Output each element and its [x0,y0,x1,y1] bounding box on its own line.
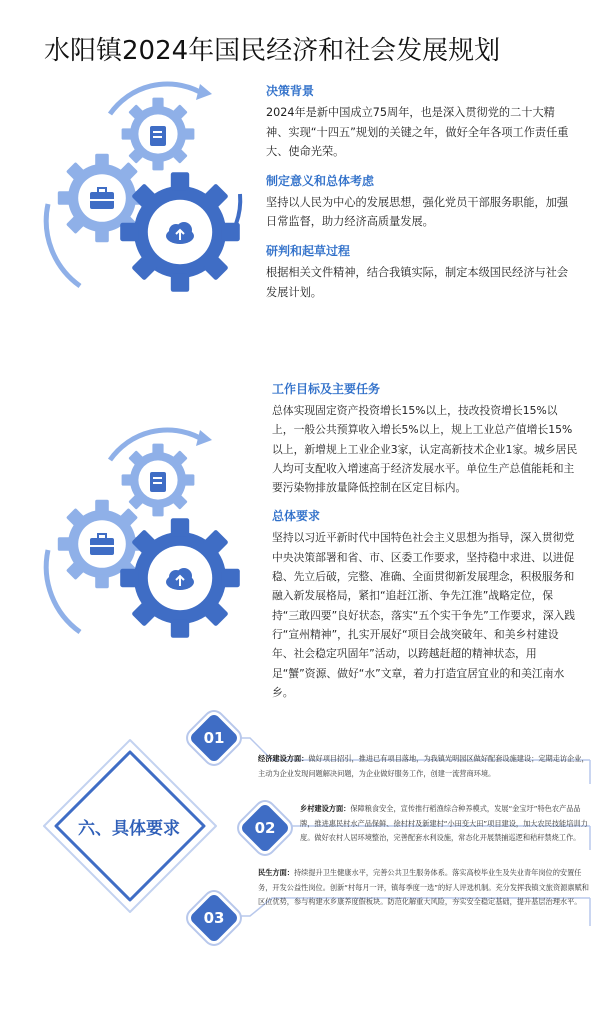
section-goals [272,380,578,712]
heading-general-requirements: 总体要求 [272,509,321,524]
item-economic-label: 经济建设方面： [258,754,309,763]
document-icon [150,472,166,492]
text-drafting-process: 根据相关文件精神，结合我镇实际，制定本级国民经济与社会发展计划。 [266,265,569,299]
heading-drafting-process: 研判和起草过程 [266,243,351,258]
badge-02: 02 [254,819,276,837]
page-title: 水阳镇2024年国民经济和社会发展规划 [44,36,501,66]
item-livelihood-label: 民生方面： [258,868,294,877]
badge-01: 01 [203,729,225,747]
item-economic-text: 做好项目招引，推进已有项目落地，为我镇光明园区做好配套设施建设；定期走访企业，主动为企业发现问题解决问题，为企业做好服务工作，创建一流营商环境。 [258,754,589,778]
text-significance: 坚持以人民为中心的发展思想，强化党员干部服务职能，加强日常监督，助力经济高质量发展。 [266,195,569,229]
item-rural [300,802,592,846]
item-economic [258,752,592,781]
document-icon [150,126,166,146]
section-background [266,82,574,312]
heading-decision-background: 决策背景 [266,84,315,98]
badge-03: 03 [203,909,225,927]
heading-significance: 制定意义和总体考虑 [266,173,375,188]
item-livelihood-text: 持续提升卫生健康水平，完善公共卫生服务体系。落实高校毕业生及失业青年岗位的安置任务，开发公益性岗位。创新“村每月一评，镇每季度一选”的好人评选机制。充分发挥我镇文旅资源禀赋和区位优势，参与构建水乡康养度假板块。防范化解重大风险，夯实安全稳定基础，提升基层治理水平。 [258,868,589,906]
text-general-requirements: 坚持以习近平新时代中国特色社会主义思想为指导，深入贯彻党中央决策部署和省、市、区委工作要求，坚持稳中求进、以进促稳、先立后破，完整、准确、全面贯彻新发展理念，积极服务和融入新发展格局，紧扣“追赶江浙、争先江淮”战略定位，保持“三敢四要”良好状态，落实“五个实干争先”工作要求，深入践行“宣州精神”，扎实开展好“项目会战突破年、和美乡村建设年、社会稳定巩固年”活动，以跨越赶超的精神状态，用足“蟹”资源、做好“水”文章，着力打造宜居宜业的和美江南水乡。 [272,531,576,699]
section-title-requirements: 六、具体要求 [78,819,180,839]
text-goals-tasks: 总体实现固定资产投资增长15%以上，技改投资增长15%以上，一般公共预算收入增长5%以上，规上工业总产值增长15%以上，新增规上工业企业3家，认定高新技术企业1家。城乡居民人均可支配收入增速高于经济发展水平。单位生产总值能耗和主要污染物排放量降低控制在区定目标内。 [272,404,578,495]
item-rural-label: 乡村建设方面： [300,804,351,813]
text-decision-background: 2024年是新中国成立75周年，也是深入贯彻党的二十大精神、实现“十四五”规划的关键之年，做好全年各项工作责任重大、使命光荣。 [266,106,569,159]
heading-goals-tasks: 工作目标及主要任务 [272,382,381,396]
item-livelihood [258,866,592,910]
item-rural-text: 保障粮食安全，宣传推行稻渔综合种养模式，发展“金宝圩”特色农产品品牌，推进惠民村水产品保鲜、徐村村及新建村“小田变大田”项目建设，加大农民技能培训力度。做好农村人居环境整治，完善配套水利设施，常态化开展禁捕巡逻和秸秆禁烧工作。 [300,804,588,842]
gears-illustration-middle [40,420,250,660]
gears-illustration-top [40,74,250,314]
